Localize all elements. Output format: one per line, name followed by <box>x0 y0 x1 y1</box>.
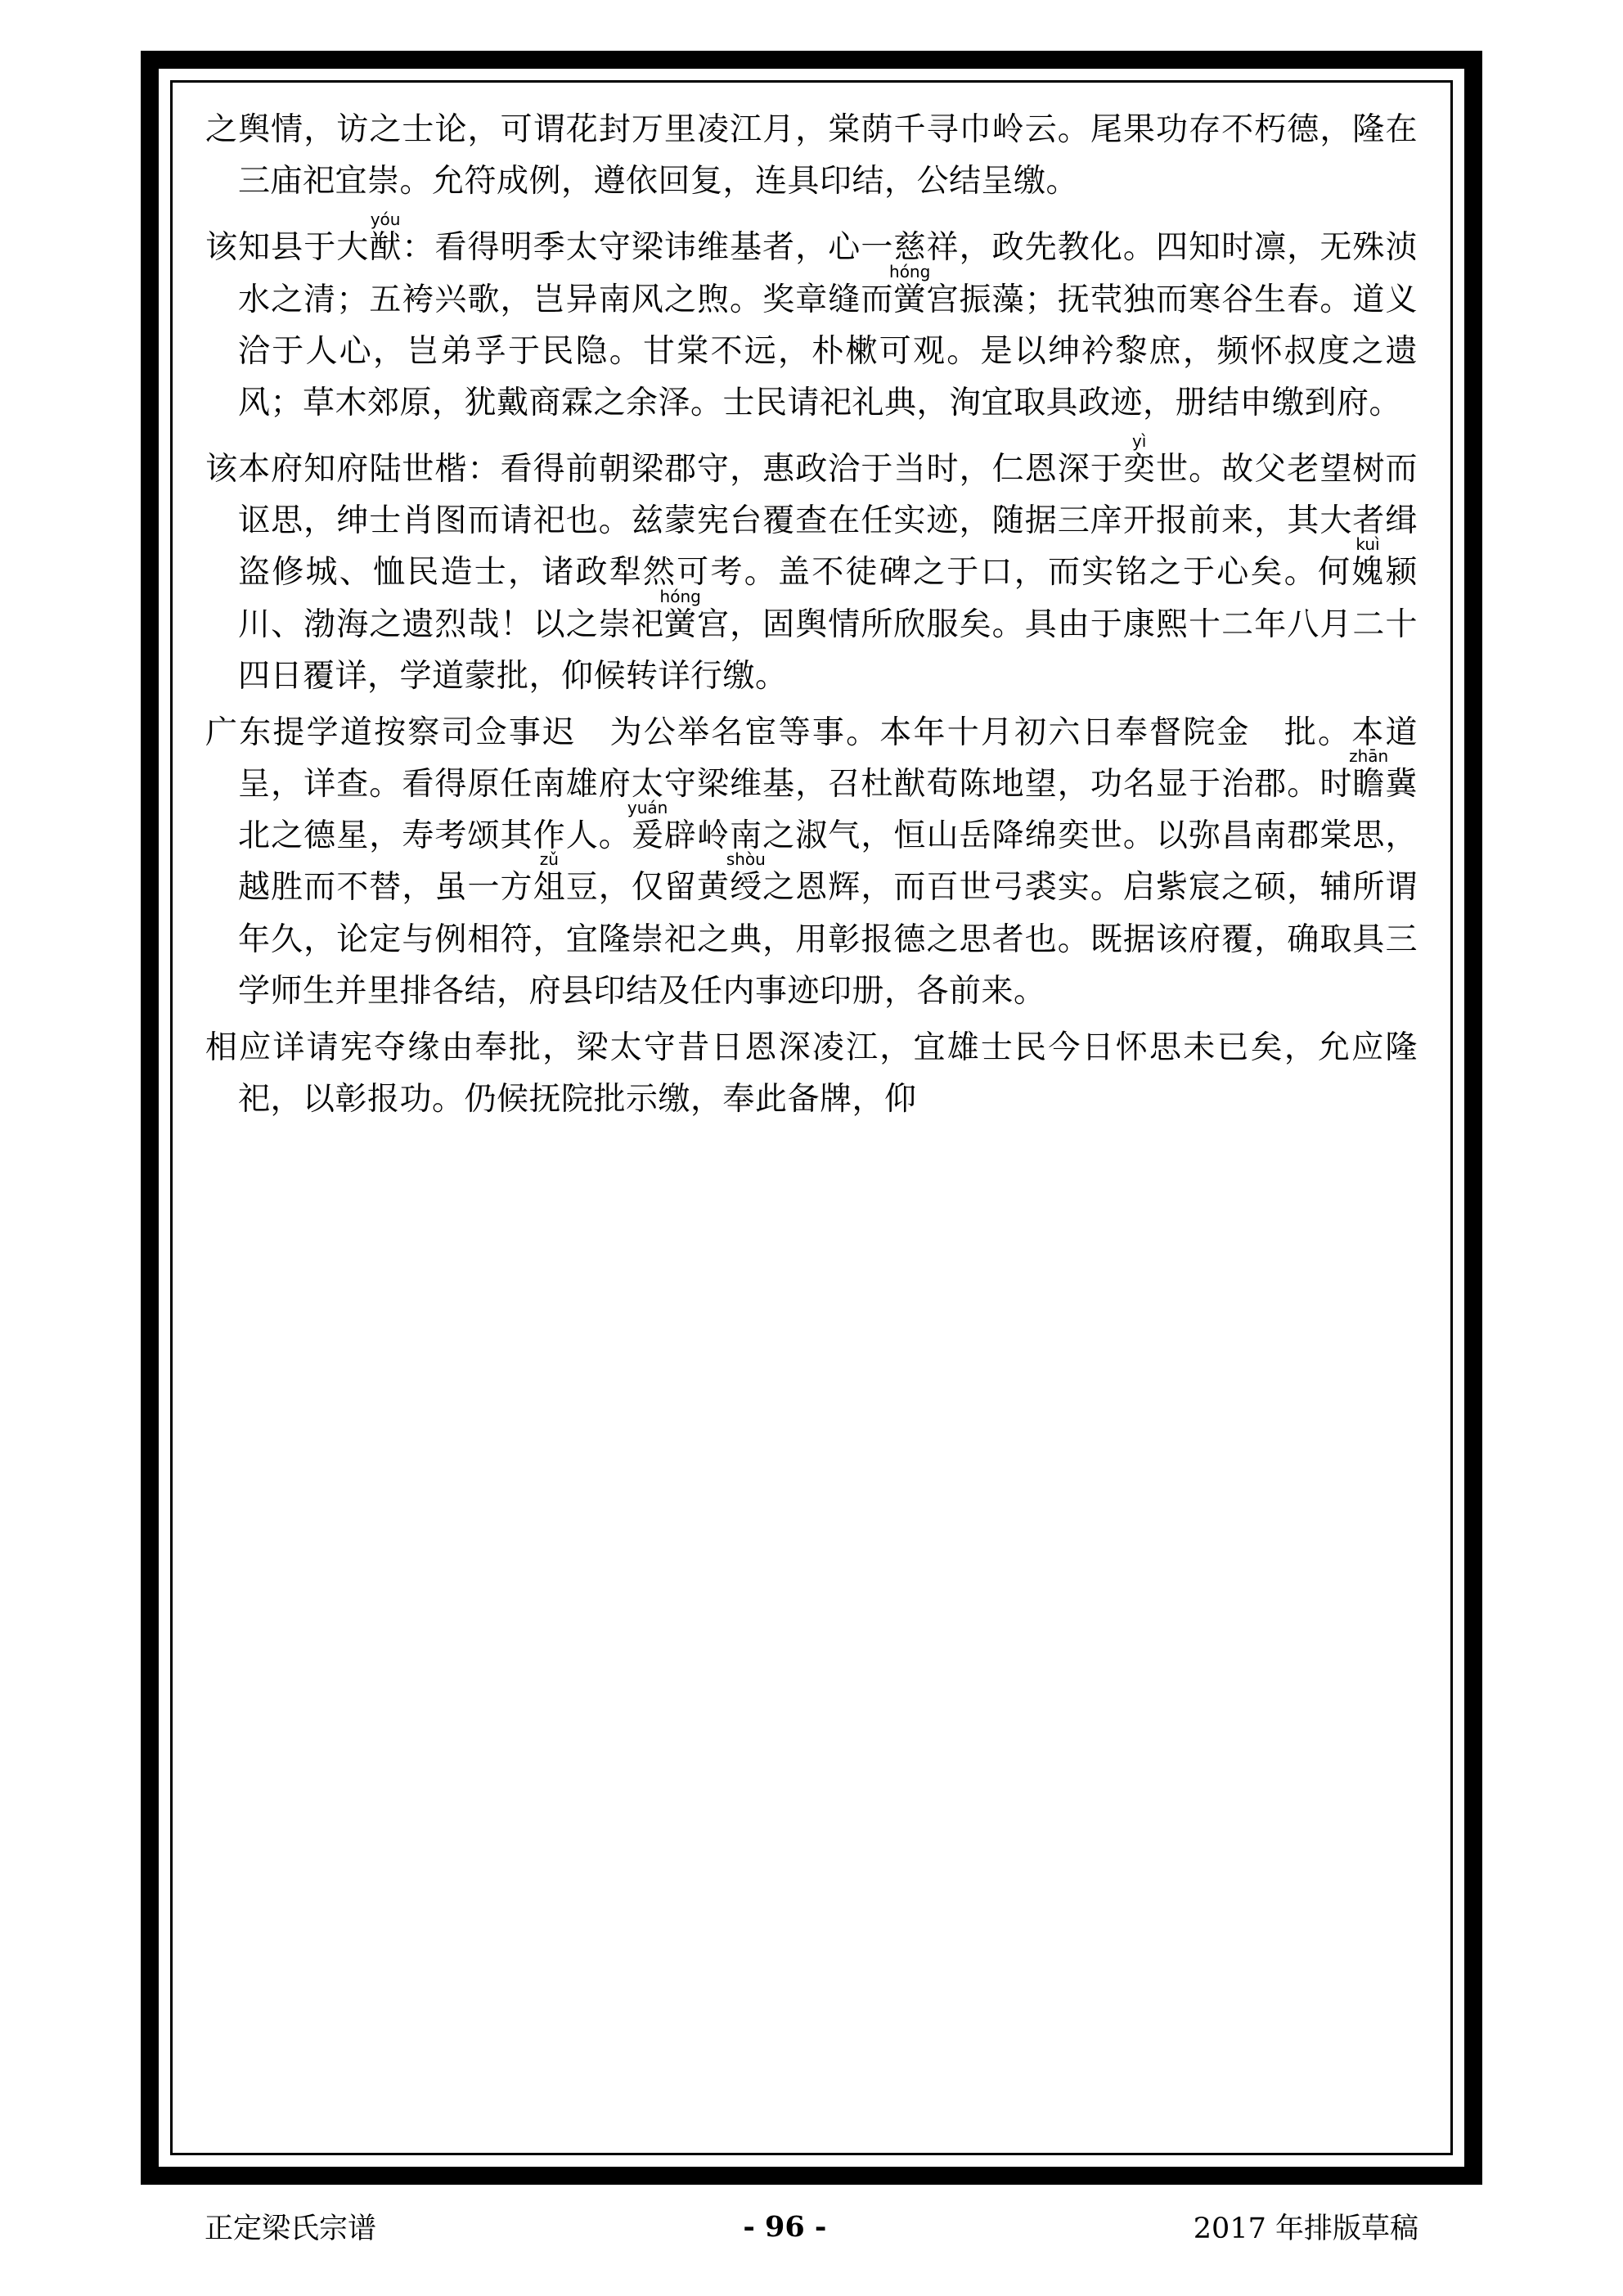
ruby-shou: 绶shòu <box>726 849 766 907</box>
ruby-yi: 奕yì <box>1122 431 1156 488</box>
paragraph-3: 该本府知府陆世楷：看得前朝梁郡守，惠政洽于当时，仁恩深于奕yì世。故父老望树而讴思，绅士肖图而请祀也。兹蒙宪台覆查在任实迹，随据三庠开报前来，其大者缉盗修城、恤民造士，诸政犁然可考。盖不徒碑之于口，而实铭之于心矣。何媿kuì颍川、渤海之遗烈哉！以之崇祀黉hóng宫，固舆情所欣服矣。具由于康熙十二年八月二十四日覆详，学道蒙批，仰候转详行缴。 <box>205 431 1418 695</box>
paragraph-5: 相应详请宪夺缘由奉批，梁太守昔日恩深凌江，宜雄士民今日怀思未已矣，允应隆祀，以彰报功。仍候抚院批示缴，奉此备牌，仰 <box>205 1029 1418 1119</box>
paragraph-2: 该知县于大猷yóu：看得明季太守梁讳维基者，心一慈祥，政先教化。四知时凛，无殊浈水之清；五袴兴歌，岂异南风之煦。奖章缝而黉hóng宫振藻；抚茕独而寒谷生春。道义洽于人心，岂弟孚于民隐。甘棠不远，朴樕可观。是以绅衿黎庶，频怀叔度之遗风；草木郊原，犹戴商霖之余泽。士民请祀礼典，洵宜取具政迹，册结申缴到府。 <box>205 209 1418 421</box>
ruby-kui: 媿kuì <box>1351 534 1386 592</box>
footer-edition-note: 2017 年排版草稿 <box>1193 2213 1418 2245</box>
ruby-yuan: 爰yuán <box>627 798 668 855</box>
ruby-zu: 俎zǔ <box>533 849 566 907</box>
ruby-hong-2: 黉hóng <box>659 586 701 643</box>
paragraph-1: 之舆情，访之士论，可谓花封万里凌江月，棠荫千寻巾岭云。尾果功存不朽德，隆在三庙祀宜崇。允符成例，遵依回复，连具印结，公结呈缴。 <box>205 111 1418 200</box>
ruby-hong-1: 黉hóng <box>889 261 931 318</box>
paragraph-4: 广东提学道按察司佥事迟 为公举名宦等事。本年十月初六日奉督院金 批。本道呈，详查。看得原任南雄府太守梁维基，召杜猷荀陈地望，功名显于治郡。时瞻zhān冀北之德星，寿考颂其作人。爰yuán辟岭南之淑气，恒山岳降绵奕世。以弥昌南郡棠思，越胜而不替，虽一方俎zǔ豆，仅留黄绶shòu之恩辉，而百世弓裘实。启紫宸之硕，辅所谓年久，论定与例相符，宜隆崇祀之典，用彰报德之思者也。既据该府覆，确取具三学师生并里排各结，府县印结及任内事迹印册，各前来。 <box>205 714 1418 1010</box>
ruby-you: 猷yóu <box>369 209 402 267</box>
footer-page-number: - 96 - <box>743 2209 827 2244</box>
page-content-area <box>170 80 1453 2155</box>
footer-book-title: 正定梁氏宗谱 <box>205 2213 377 2245</box>
page-border-frame <box>141 51 1482 2185</box>
ruby-zhan: 瞻zhān <box>1349 746 1389 804</box>
page-footer <box>141 2198 1482 2255</box>
